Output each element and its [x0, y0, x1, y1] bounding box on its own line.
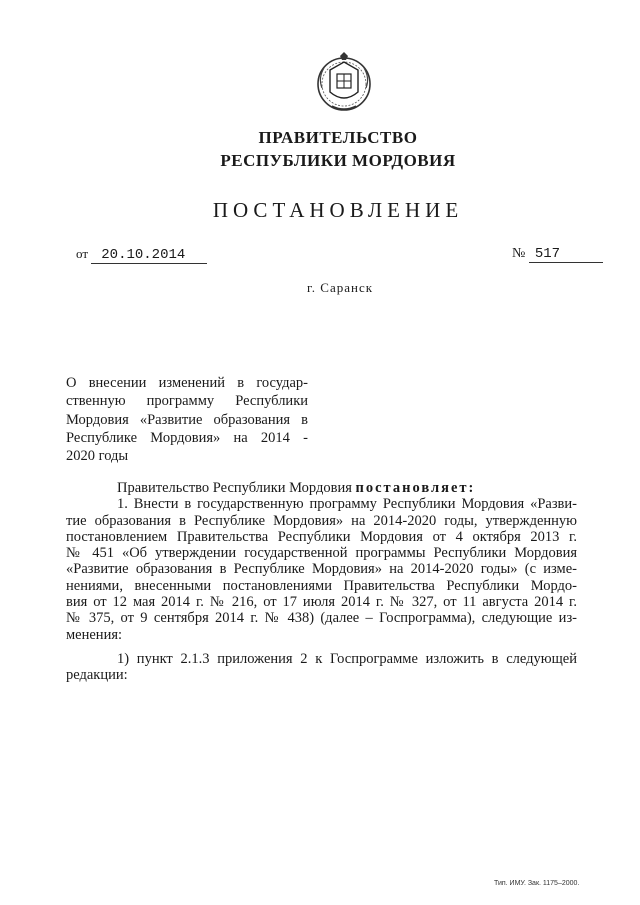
paragraph1-line: № 451 «Об утверждении государственной программы Республики Мордовия	[66, 545, 577, 562]
paragraph1-line: «Развитие образования в Республике Мордовия» на 2014-2020 годы» (с изме-	[66, 561, 577, 578]
document-date: 20.10.2014	[91, 247, 207, 264]
paragraph1-line: нениями, внесенными постановлениями Правительства Республики Мордо-	[66, 577, 577, 594]
coat-of-arms-icon	[310, 48, 378, 116]
paragraph1-line: тие образования в Республике Мордовия» на 2014-2020 годы, утвержденную	[66, 512, 577, 529]
government-title-line1: ПРАВИТЕЛЬСТВО	[258, 128, 418, 147]
number-prefix: №	[512, 246, 526, 261]
paragraph2-line: 1) пункт 2.1.3 приложения 2 к Госпрограмме изложить в следующей	[117, 650, 577, 667]
document-body	[66, 480, 577, 684]
paragraph1-line: вия от 12 мая 2014 г. № 216, от 17 июля 2014 г. № 327, от 11 августа 2014 г.	[66, 594, 577, 611]
government-title-line2: РЕСПУБЛИКИ МОРДОВИЯ	[220, 151, 456, 170]
subject-line: Мордовия «Развитие образования в	[66, 411, 308, 428]
print-mark: Тип. ИМУ. Зак. 1175–2000.	[494, 880, 580, 887]
subject-line: О внесении изменений в государ-	[66, 375, 308, 391]
city-label: г. Саранск	[306, 280, 374, 295]
subject-line: Республике Мордовия» на 2014 -	[66, 429, 308, 446]
subject-line: 2020 годы	[66, 448, 129, 465]
paragraph1-line: менения:	[66, 626, 123, 643]
date-field	[76, 246, 207, 264]
paragraph1-line: № 375, от 9 сентября 2014 г. № 438) (далее – Госпрограмма), следующие из-	[66, 610, 577, 627]
paragraph1-line: постановлением Правительства Республики Мордовия от 4 октября 2013 г.	[66, 528, 577, 545]
number-field	[512, 246, 603, 263]
document-type-title: ПОСТАНОВЛЕНИЕ	[212, 198, 464, 222]
intro-text: Правительство Республики Мордовия	[117, 480, 352, 496]
document-number: 517	[529, 246, 603, 263]
subject-line: ственную программу Республики	[66, 393, 308, 410]
intro-line	[66, 480, 577, 496]
date-prefix: от	[76, 246, 89, 261]
intro-emphasis: постановляет:	[355, 480, 476, 496]
subject-block	[66, 374, 308, 465]
paragraph2-line: редакции:	[66, 667, 128, 684]
paragraph1-line: 1. Внести в государственную программу Республики Мордовия «Разви-	[117, 496, 577, 513]
